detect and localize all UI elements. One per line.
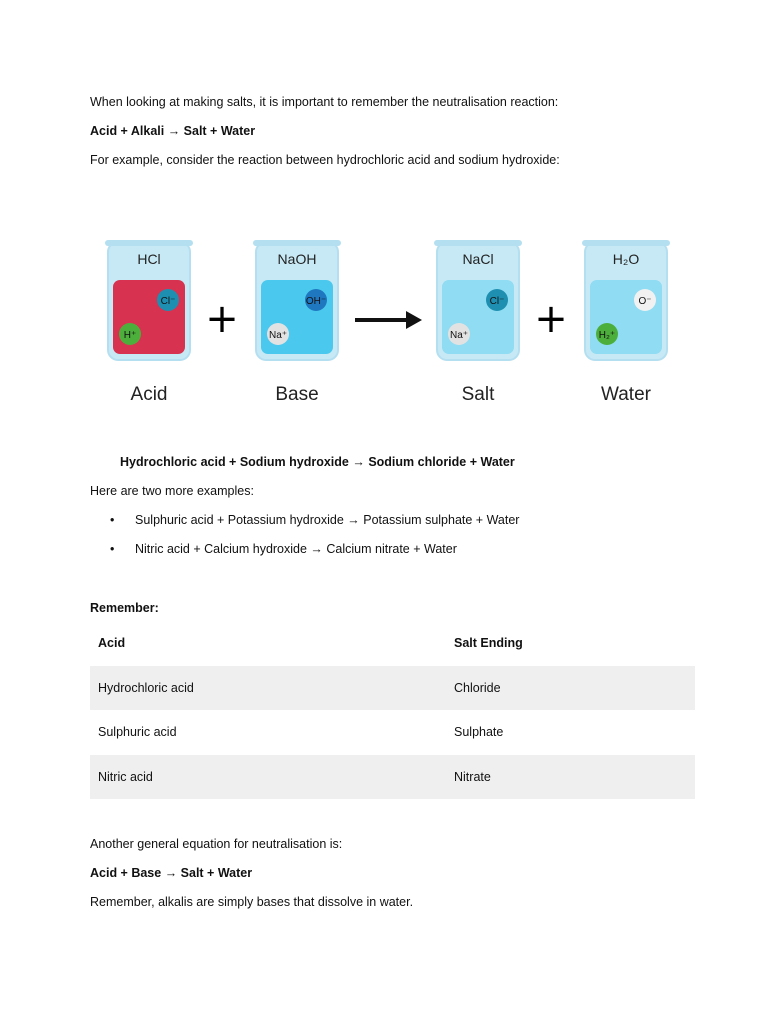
- ion-label: O⁻: [638, 296, 652, 307]
- beaker-caption: Acid: [130, 384, 168, 405]
- list-item: [110, 513, 519, 527]
- acid-cell: Sulphuric acid: [98, 725, 177, 740]
- neutralisation-diagram: [100, 232, 680, 412]
- example-equation: Sulphuric acid + Potassium hydroxide → Potassium sulphate + Water: [135, 513, 520, 527]
- beaker-base: [253, 240, 341, 405]
- ion-label: H₂⁺: [598, 330, 616, 341]
- beaker-caption: Salt: [461, 384, 495, 405]
- salt-ending-cell: Nitrate: [446, 755, 695, 800]
- plus-sign-1: +: [205, 296, 239, 342]
- closing-note: Remember, alkalis are simply bases that dissolve in water.: [90, 895, 414, 909]
- beaker-formula: NaOH: [277, 251, 317, 267]
- remember-heading: Remember:: [90, 601, 159, 615]
- beaker-salt: [434, 240, 522, 405]
- beaker-rim: [105, 240, 193, 246]
- acid-cell: Nitric acid: [90, 755, 446, 800]
- salt-ending-table: [90, 621, 695, 799]
- beaker-rim: [253, 240, 341, 246]
- ion-label: Na⁺: [268, 330, 288, 341]
- beaker-formula: H₂O: [612, 251, 640, 267]
- beaker-caption: Base: [275, 384, 319, 405]
- equation-acid-alkali: Acid + Alkali → Salt + Water: [90, 124, 256, 138]
- beaker-formula: HCl: [137, 251, 161, 267]
- intro-text: When looking at making salts, it is important to remember the neutralisation reaction:: [90, 95, 559, 109]
- beaker-formula: NaCl: [462, 251, 494, 267]
- column-header: Acid: [98, 636, 126, 651]
- beaker-caption: Water: [601, 384, 651, 405]
- equation-acid-base: Acid + Base → Salt + Water: [90, 866, 253, 880]
- column-header: Salt Ending: [454, 636, 523, 651]
- bullet-icon: •: [110, 513, 115, 527]
- word-equation: Hydrochloric acid + Sodium hydroxide → Sodium chloride + Water: [120, 455, 515, 469]
- general-equation-intro: Another general equation for neutralisation is:: [90, 837, 343, 851]
- table-row: [90, 710, 695, 755]
- ion-label: OH⁻: [305, 296, 327, 307]
- ion-label: H⁺: [123, 330, 137, 341]
- table-row: [90, 755, 695, 800]
- ion-label: Cl⁻: [489, 296, 505, 307]
- example-intro-text: For example, consider the reaction between hydrochloric acid and sodium hydroxide:: [90, 153, 560, 167]
- table-header-row: [90, 621, 695, 666]
- table-row: [90, 666, 695, 711]
- ion-label: Na⁺: [449, 330, 469, 341]
- plus-sign-2: +: [534, 296, 568, 342]
- beaker-acid: [105, 240, 193, 405]
- reaction-arrow: [355, 311, 422, 329]
- list-item: [110, 542, 457, 556]
- example-equation: Nitric acid + Calcium hydroxide → Calcium nitrate + Water: [135, 542, 457, 556]
- beaker-rim: [582, 240, 670, 246]
- acid-cell: Hydrochloric acid: [90, 666, 446, 711]
- more-examples-intro: Here are two more examples:: [90, 484, 254, 498]
- bullet-icon: •: [110, 542, 115, 556]
- salt-ending-cell: Sulphate: [454, 725, 504, 740]
- ion-label: Cl⁻: [160, 296, 176, 307]
- salt-ending-cell: Chloride: [446, 666, 695, 711]
- beaker-water: [582, 240, 670, 405]
- beaker-rim: [434, 240, 522, 246]
